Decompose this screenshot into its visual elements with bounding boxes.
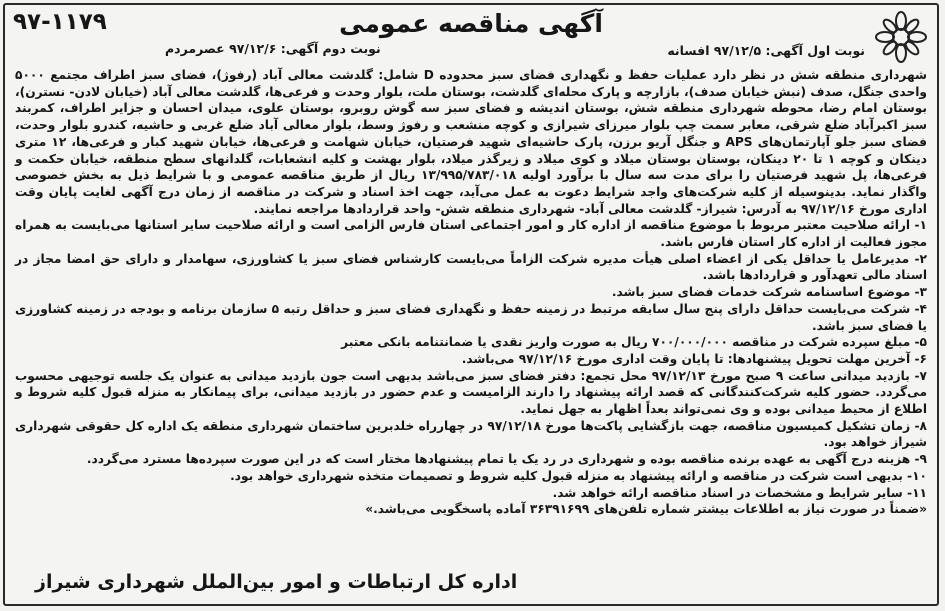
first-publication: نوبت اول آگهی: ۹۷/۱۲/۵ افسانه [667,43,865,58]
condition-item-9: ۹- هزینه درج آگهی به عهده برنده مناقصه بوده و شهرداری در رد یک یا تمام پیشنهادها مختار است که در این صورت سپرده‌ها مسترد می‌گردد. [86,452,927,467]
condition-item-5: ۵- مبلغ سپرده شرکت در مناقصه ۷۰۰/۰۰۰/۰۰۰ ریال به صورت واریز نقدی یا ضمانتنامه بانکی معتبر [341,335,927,350]
second-publication: نوبت دوم آگهی: ۹۷/۱۲/۶ عصرمردم [165,41,381,56]
notice-title: آگهی مناقصه عمومی [339,9,603,38]
condition-item-3: ۳- موضوع اساسنامه شرکت خدمات فضای سبز باشد. [611,285,927,300]
condition-item-7: ۷- بازدید میدانی ساعت ۹ صبح مورخ ۹۷/۱۲/۱۳ محل تجمع: دفتر فضای سبز می‌باشد بدیهی است جون بازدید میدانی به عنوان یک جلسه توجیهی محسوب می‌گردد. حضور کلیه شرکت‌کنندگانی که قصد ارائه پیشنهاد را دارند الزامیست و عدم حضور در بازدید میدانی، برای پیمانکار به منزله قبول کلیه شروط و اطلاع از محیط میدانی بوده و وی نمی‌تواند بعداً اظهار به جهل نماید. [15,368,927,417]
notice-number: ۹۷-۱۱۷۹ [13,9,107,35]
condition-item-2: ۲- مدیرعامل یا حداقل یکی از اعضاء اصلی هیأت مدیره شرکت الزاماً می‌بایست کارشناس فضای سبز یا کشاورزی، سهامدار و دارای حق امضا مجاز در اسناد مالی تعهدآور و قراردادها باشد. [15,251,927,283]
footer-organization: اداره کل ارتباطات و امور بین‌الملل شهرداری شیراز [35,571,518,593]
notice-frame [3,3,939,606]
condition-item-1: ۱- ارائه صلاحیت معتبر مربوط با موضوع مناقصه از اداره کار و امور اجتماعی استان فارس الزامی است و ارائه صلاحیت سایر استانها می‌بایست به همراه مجوز فعالیت از اداره کار استان فارس باشد. [15,218,927,250]
condition-item-4: ۴- شرکت می‌بایست حداقل دارای پنج سال سابقه مرتبط در زمینه حفظ و نگهداری فضای سبز و حداقل رتبه ۵ سازمان برنامه و بودجه در زمینه کشاورزی یا فضای سبز باشد. [15,301,927,333]
condition-item-11: ۱۱- سایر شرایط و مشخصات در اسناد مناقصه ارائه خواهد شد. [552,485,927,500]
condition-item-6: ۶- آخرین مهلت تحویل پیشنهادها: تا پایان وقت اداری مورخ ۹۷/۱۲/۱۶ می‌باشد. [461,351,927,366]
notice-header [5,5,937,67]
notice-closing: «ضمناً در صورت نیاز به اطلاعات بیشتر شماره تلفن‌های ۳۶۳۹۱۶۹۹ آماده پاسخگویی می‌باشد.» [365,502,927,517]
notice-body [15,67,927,518]
condition-item-8: ۸- زمان تشکیل کمیسیون مناقصه، جهت بازگشایی پاکت‌ها مورخ ۹۷/۱۲/۱۸ در چهارراه خلدبرین ساختمان شهرداری منطقه یک اداره کل حقوقی شهرداری شیراز خواهد بود. [15,418,927,450]
notice-intro: شهرداری منطقه شش در نظر دارد عملیات حفظ و نگهداری فضای سبز محدوده D شامل: گلدشت معالی آباد (رفوژ)، فضای سبز اطراف مجتمع ۵۰۰۰ واحدی جنگل، صدف (نبش خیابان صدف)، بازارچه و پارک محله‌ای گلدشت، بوستان ملت، بلوار وحدت و فرعی‌ها، گلدشت معالی آباد (خیابان لادن- نسترن)، بوستان امام رضا، محوطه شهرداری منطقه شش، بوستان اندیشه و فضای سبز سه گوش روبرو، بوستان علوی، میدان احسان و جزایر اطراف، کمربند سبز اکبرآباد ضلع شرقی، معابر سمت چپ بلوار میرزای شیرازی و کوچه منشعب و رفوژ وسط، بلوار معالی آباد ضلع غربی و حاشیه، کندرو بلوار وحدت، فضای سبز جلو آپارتمان‌های APS و جنگل آریو برزن، پارک حاشیه‌ای شهید فرصتیان، خیابان شهامت و فرعی‌ها، خیابان شهید کبار و فرعی‌ها، ۱۲ متری دینکان و کوچه ۱ تا ۲۰ دینکان، بوستان بوستان میلاد و کوی میلاد و زیرگذر میلاد، بلوار بهشت و کلیه انشعابات، گلدانهای سطح منطقه، خیابان حکمت و فرعی‌ها، پل شهید فرصتیان را برای مدت سه سال با برآورد اولیه ۱۳/۹۹۵/۷۸۳/۰۱۸ ریال از طریق مناقصه عمومی و با شرایط ذیل به بخش خصوصی واگذار نماید. بدینوسیله از کلیه شرکت‌های واجد شرایط دعوت به عمل می‌آید، جهت اخذ اسناد و شرکت در مناقصه از زمان درج آگهی لغایت پایان وقت اداری مورخ ۹۷/۱۲/۱۶ به آدرس: شیراز- گلدشت معالی آباد- شهرداری منطقه شش- واحد قراردادها مراجعه نمایند. [15,68,928,216]
condition-item-10: ۱۰- بدیهی است شرکت در مناقصه و ارائه پیشنهاد به منزله قبول کلیه شروط و تصمیمات متخذه شهرداری خواهد بود. [230,468,927,483]
